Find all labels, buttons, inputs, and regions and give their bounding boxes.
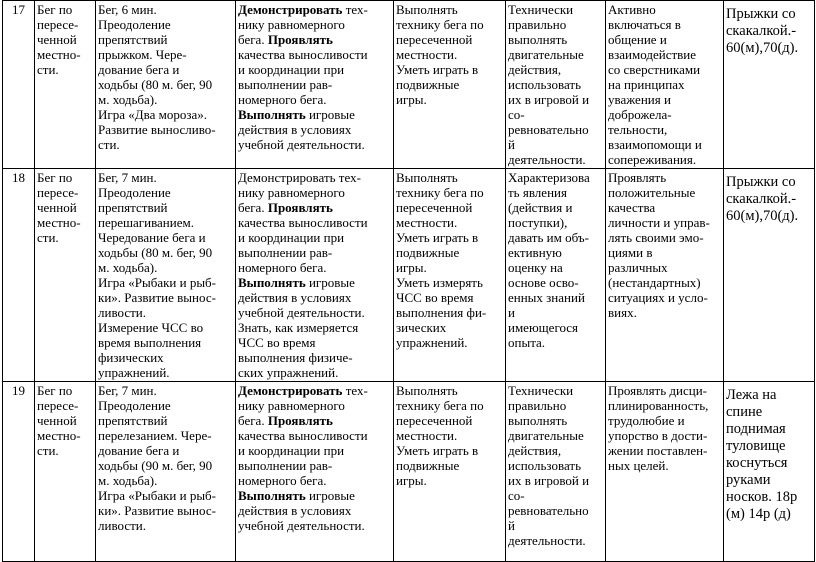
lesson-skills	[236, 169, 394, 382]
lesson-content: Бег, 7 мин. Преодоление препятствий перешагиванием. Чередование бега и ходьбы (80 м. бег, 90 м. ходьба). Игра «Рыбаки и рыб- ки». Развитие вынос- ливости. Измерение ЧСС во время выполнения физических упражнений.	[96, 169, 236, 382]
skills-text-3: игровые действия в условиях учебной деятельности.	[238, 488, 365, 533]
metasubject-results: Технически правильно выполнять двигательные действия, использовать их в игровой и со- ревновательно й деятельности.	[506, 382, 606, 562]
homework: Прыжки со скакалкой.- 60(м),70(д).	[724, 169, 815, 382]
skills-text-1: Демонстрировать тех- нику равномерного бега.	[238, 170, 361, 215]
skills-bold-3: Выполнять	[238, 488, 306, 503]
personal-results: Проявлять дисци- плинированность, трудолюбие и упорство в дости- жении поставлен- ных целей.	[606, 382, 724, 562]
homework: Лежа на спине поднимая туловище коснуться руками носков. 18р (м) 14р (д)	[724, 382, 815, 562]
table-row	[3, 169, 815, 382]
lesson-content: Бег, 6 мин. Преодоление препятствий прыжком. Чере- дование бега и ходьбы (80 м. бег, 90 м. ходьба). Игра «Два мороза». Развитие выносливо- сти.	[96, 1, 236, 169]
skills-bold-3: Выполнять	[238, 107, 306, 122]
skills-bold-2: Проявлять	[267, 200, 333, 215]
skills-text-2: качества выносливости и координации при выполнении рав- номерного бега.	[238, 428, 368, 488]
skills-bold-1: Демонстрировать	[238, 383, 343, 398]
metasubject-results: Характеризова ть явления (действия и поступки), давать им объ- ективную оценку на основе осво- енных знаний и имеющегося опыта.	[506, 169, 606, 382]
skills-text-3: игровые действия в условиях учебной деятельности. Знать, как измеряется ЧСС во время выполнения физиче- ских упражнений.	[238, 275, 365, 380]
lesson-topic: Бег по пересе- ченной местно- сти.	[35, 382, 96, 562]
subject-results: Выполнять технику бега по пересеченной местности. Уметь играть в подвижные игры.	[394, 382, 506, 562]
skills-text-2: качества выносливости и координации при выполнении рав- номерного бега.	[238, 215, 368, 275]
skills-text-2: качества выносливости и координации при выполнении рав- номерного бега.	[238, 47, 368, 107]
lesson-number: 17	[3, 1, 35, 169]
skills-text-1: тех- нику равномерного бега.	[238, 2, 368, 47]
table-row	[3, 1, 815, 169]
personal-results: Активно включаться в общение и взаимодействие со сверстниками на принципах уважения и доброжела- тельности, взаимопомощи и сопереживания.	[606, 1, 724, 169]
subject-results: Выполнять технику бега по пересеченной местности. Уметь играть в подвижные игры.	[394, 1, 506, 169]
lesson-plan-page	[2, 0, 814, 548]
skills-text-1: тех- нику равномерного бега.	[238, 383, 368, 428]
skills-bold-3: Выполнять	[238, 275, 306, 290]
lesson-plan-table	[2, 0, 815, 562]
lesson-topic: Бег по пересе- ченной местно- сти.	[35, 1, 96, 169]
lesson-content: Бег, 7 мин. Преодоление препятствий перелезанием. Чере- дование бега и ходьбы (90 м. бег, 90 м. ходьба). Игра «Рыбаки и рыб- ки». Развитие вынос- ливости.	[96, 382, 236, 562]
personal-results: Проявлять положительные качества личности и управ- лять своими эмо- циями в различных (нестандартных) ситуациях и усло- виях.	[606, 169, 724, 382]
subject-results: Выполнять технику бега по пересеченной местности. Уметь играть в подвижные игры. Уметь измерять ЧСС во время выполнения фи- зических упражнений.	[394, 169, 506, 382]
lesson-skills	[236, 382, 394, 562]
lesson-topic: Бег по пересе- ченной местно- сти.	[35, 169, 96, 382]
lesson-skills	[236, 1, 394, 169]
skills-bold-2: Проявлять	[267, 413, 333, 428]
skills-bold-1: Демонстрировать	[238, 2, 343, 17]
table-row	[3, 382, 815, 562]
skills-text-3: игровые действия в условиях учебной деятельности.	[238, 107, 365, 152]
lesson-number: 18	[3, 169, 35, 382]
lesson-number: 19	[3, 382, 35, 562]
metasubject-results: Технически правильно выполнять двигательные действия, использовать их в игровой и со- ревновательно й деятельности.	[506, 1, 606, 169]
skills-bold-2: Проявлять	[267, 32, 333, 47]
homework: Прыжки со скакалкой.- 60(м),70(д).	[724, 1, 815, 169]
